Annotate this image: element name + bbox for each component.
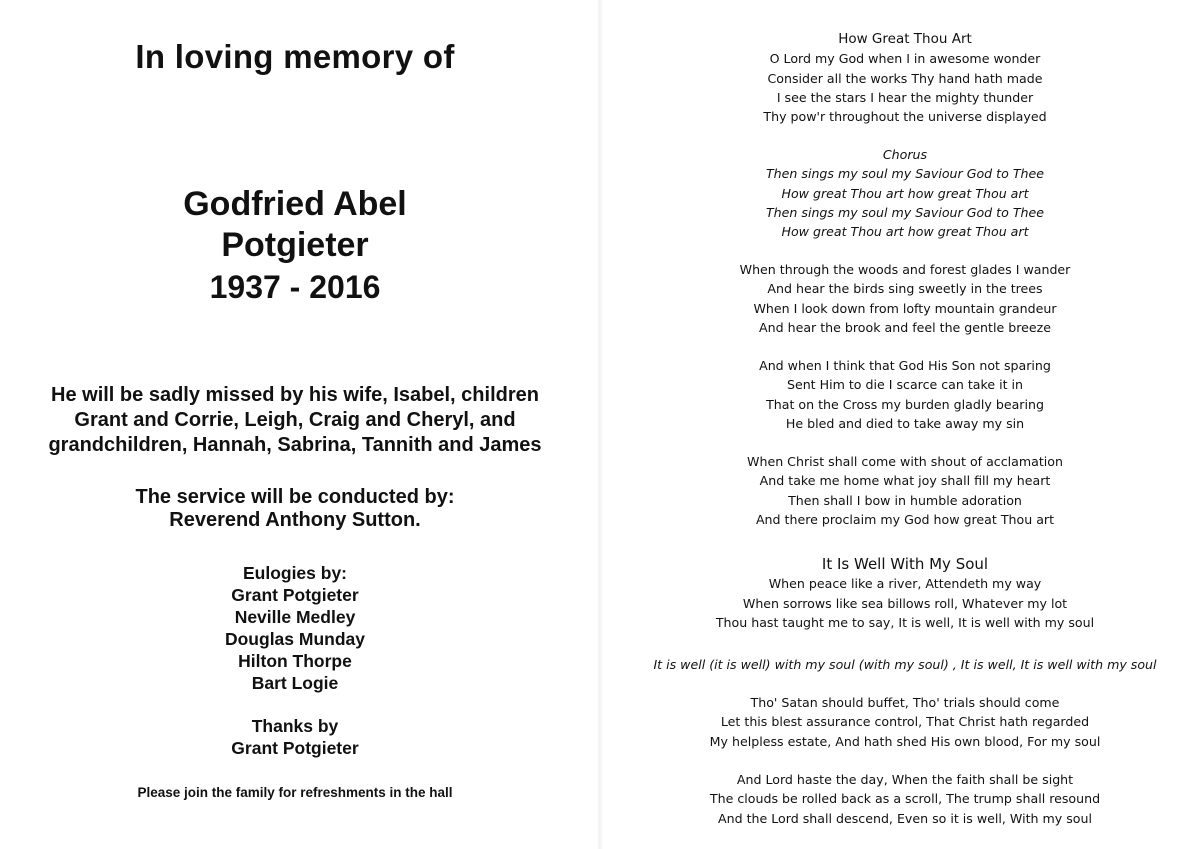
hymn-line: Then shall I bow in humble adoration [788, 492, 1022, 508]
hymn-verse [610, 356, 1200, 433]
notice-line: grandchildren, Hannah, Sabrina, Tannith and James [48, 434, 542, 456]
hymn-line: Tho' Satan should buffet, Tho' trials should come [750, 695, 1060, 710]
hymns-page [610, 0, 1200, 849]
hymn-verse [610, 770, 1200, 828]
hymn-verse [610, 260, 1200, 337]
hymn-title: It Is Well With My Soul [821, 555, 989, 573]
hymn-line: Then sings my soul my Saviour God to Thee [765, 166, 1044, 182]
name-line: Godfried Abel [183, 185, 407, 223]
hymn-line: When sorrows like sea billows roll, Whatever my lot [742, 595, 1068, 611]
deceased-name [0, 184, 590, 266]
memorial-page [0, 0, 590, 849]
hymn-line: Then sings my soul my Saviour God to Thee [765, 204, 1044, 220]
refreshments-note: Please join the family for refreshments in the hall [137, 785, 453, 800]
hymn-line: When Christ shall come with shout of acclamation [747, 454, 1063, 469]
hymn-chorus [610, 145, 1200, 241]
hymn-line: Let this blest assurance control, That Christ hath regarded [720, 714, 1090, 730]
hymn-refrain: It is well (it is well) with my soul (with my soul) , It is well, It is well with my soul [653, 657, 1157, 672]
hymn-line: And Lord haste the day, When the faith shall be sight [736, 772, 1074, 787]
hymn-line: Thy pow'r throughout the universe displayed [763, 109, 1047, 125]
eulogies-heading: Eulogies by: [242, 563, 348, 583]
hymn-line: Sent Him to die I scarce can take it in [786, 377, 1024, 393]
hymn-line: When peace like a river, Attendeth my way [768, 576, 1042, 592]
thanks-name: Grant Potgieter [231, 738, 359, 758]
hymn-line: The clouds be rolled back as a scroll, The trump shall resound [709, 791, 1101, 807]
hymn-line: That on the Cross my burden gladly bearing [766, 396, 1044, 412]
hymn-verse [610, 452, 1200, 529]
eulogist-name: Douglas Munday [224, 629, 365, 649]
hymn-line: And the Lord shall descend, Even so it is well, With my soul [718, 810, 1092, 826]
hymn-line: And take me home what joy shall fill my heart [759, 473, 1051, 489]
memorial-heading: In loving memory of [135, 38, 455, 75]
service-line: The service will be conducted by: [135, 486, 455, 508]
hymn-line: Thou hast taught me to say, It is well, It is well with my soul [715, 614, 1095, 630]
hymn-line: My helpless estate, And hath shed His own blood, For my soul [709, 733, 1101, 749]
hymn-line: And hear the brook and feel the gentle breeze [759, 319, 1051, 335]
hymn-line: Consider all the works Thy hand hath made [767, 70, 1043, 86]
name-line: Potgieter [221, 226, 369, 264]
service-line: Reverend Anthony Sutton. [169, 509, 421, 531]
service-notice [0, 486, 590, 532]
eulogist-name: Grant Potgieter [231, 585, 359, 605]
hymn-line: And there proclaim my God how great Thou art [755, 511, 1055, 527]
hymn-line: When I look down from lofty mountain grandeur [753, 300, 1057, 316]
chorus-label: Chorus [882, 147, 928, 162]
eulogist-name: Neville Medley [234, 607, 356, 627]
hymn-line: He bled and died to take away my sin [785, 415, 1025, 431]
hymn-line: How great Thou art how great Thou art [781, 224, 1029, 240]
eulogist-name: Bart Logie [251, 673, 339, 693]
eulogist-name: Hilton Thorpe [238, 651, 352, 671]
hymn-line: O Lord my God when I in awesome wonder [769, 51, 1041, 67]
hymn-line: How great Thou art how great Thou art [781, 185, 1029, 201]
thanks-heading: Thanks by [251, 716, 339, 736]
life-years: 1937 - 2016 [209, 269, 381, 305]
hymn-line: I see the stars I hear the mighty thunder [776, 89, 1034, 105]
eulogies-section [0, 562, 590, 694]
notice-line: He will be sadly missed by his wife, Isabel, children [51, 384, 539, 406]
family-notice [0, 383, 590, 458]
thanks-section [0, 715, 590, 759]
hymn-it-is-well [610, 555, 1200, 632]
hymn-how-great-thou-art [610, 30, 1200, 126]
hymn-line: And hear the birds sing sweetly in the trees [767, 281, 1043, 297]
hymn-line: When through the woods and forest glades I wander [739, 262, 1071, 277]
hymn-line: And when I think that God His Son not sparing [759, 358, 1051, 373]
page-fold [597, 0, 603, 849]
hymn-verse [610, 693, 1200, 751]
hymn-title: How Great Thou Art [838, 31, 972, 47]
notice-line: Grant and Corrie, Leigh, Craig and Cheryl, and [74, 409, 516, 431]
